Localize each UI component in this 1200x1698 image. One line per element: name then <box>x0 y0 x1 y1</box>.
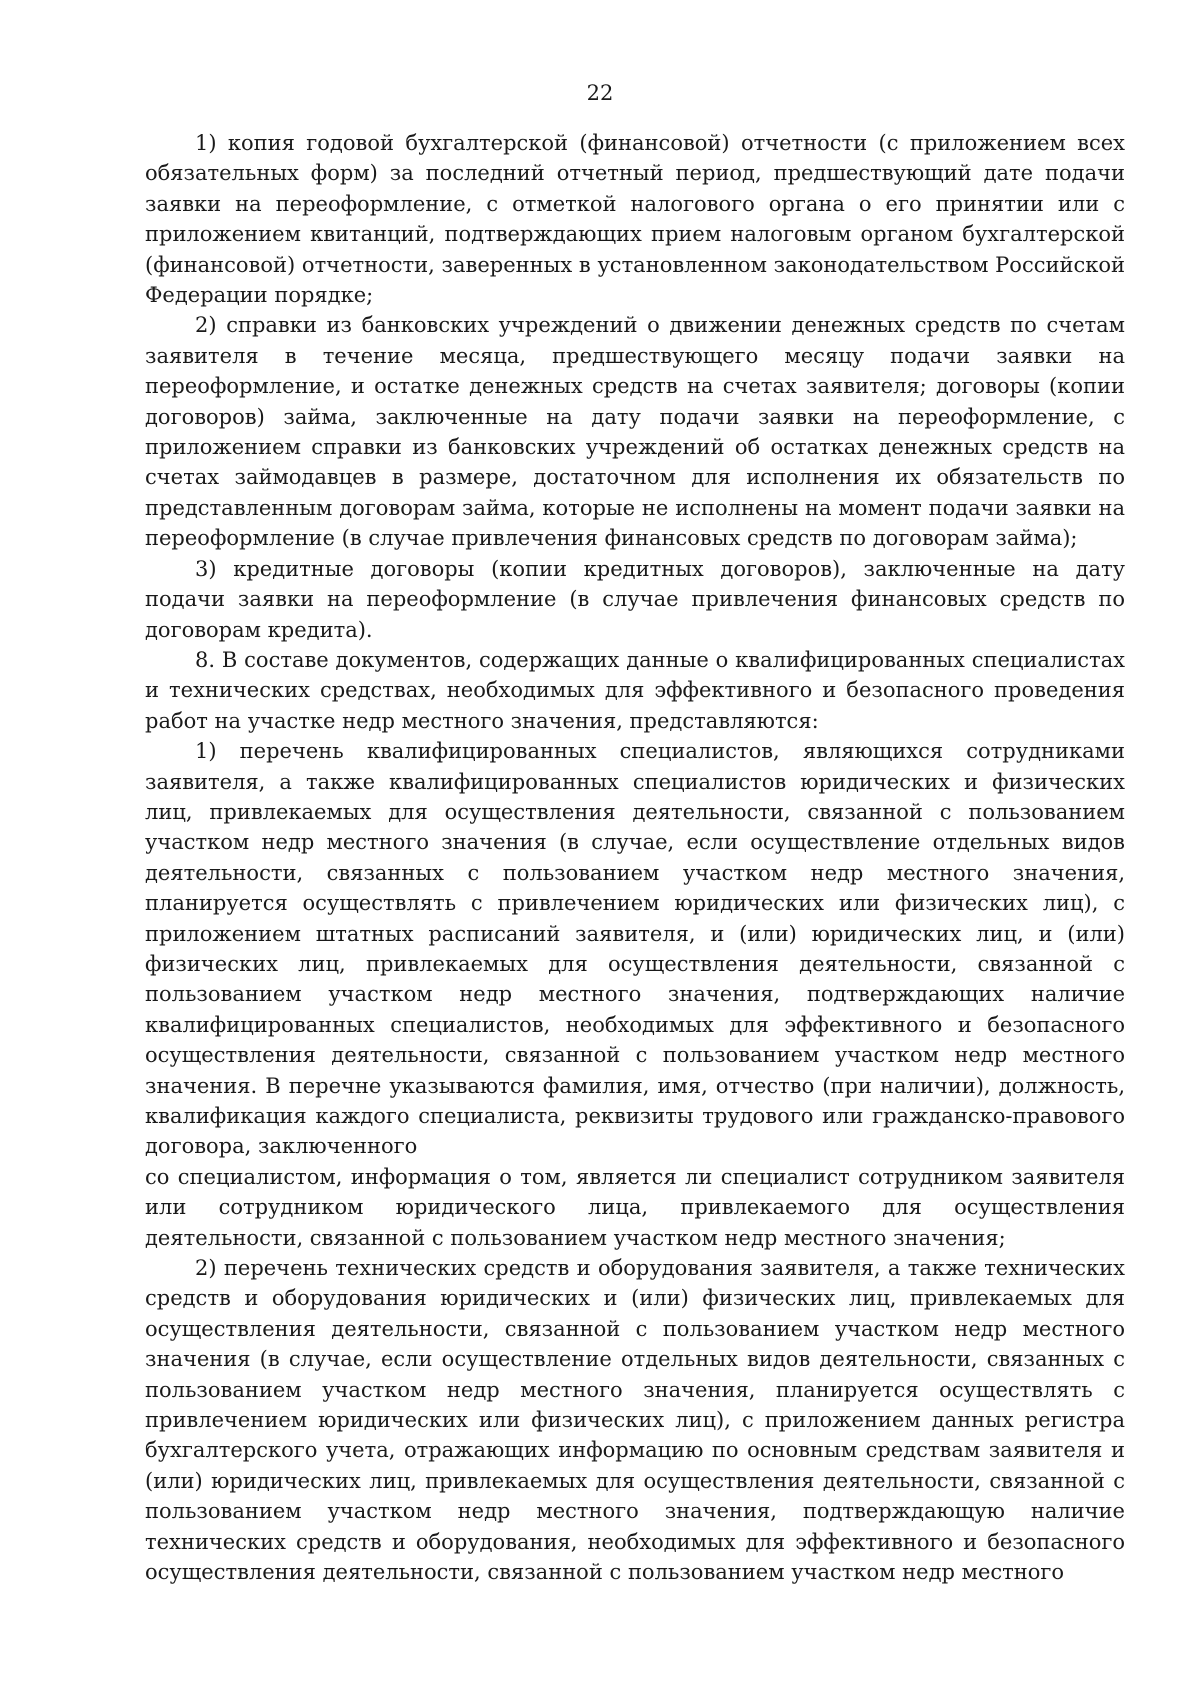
paragraph-section-8: 8. В составе документов, содержащих данные о квалифицированных специалистах и технических средствах, необходимых для эффективного и безопасного проведения работ на участке недр местного значения, представляются: <box>145 647 1125 733</box>
paragraph-equipment-list: 2) перечень технических средств и оборудования заявителя, а также технических средств и оборудования юридических и (или) физических лиц, привлекаемых для осуществления деятельности, связанной с пользованием участком недр местного значения (в случае, если осуществление отдельных видов деятельности, связанных с пользованием участком недр местного значения, планируется осуществлять с привлечением юридических или физических лиц), с приложением данных регистра бухгалтерского учета, отражающих информацию по основным средствам заявителя и (или) юридических лиц, привлекаемых для осуществления деятельности, связанной с пользованием участком недр местного значения, подтверждающую наличие технических средств и оборудования, необходимых для эффективного и безопасного осуществления деятельности, связанной с пользованием участком недр местного <box>145 1256 1125 1585</box>
paragraph-specialists-list: 1) перечень квалифицированных специалистов, являющихся сотрудниками заявителя, а также квалифицированных специалистов юридических и физических лиц, привлекаемых для осуществления деятельности, связанной с пользованием участком недр местного значения (в случае, если осуществление отдельных видов деятельности, связанных с пользованием участком недр местного значения, планируется осуществлять с привлечением юридических или физических лиц), с приложением штатных расписаний заявителя, и (или) юридических лиц, и (или) физических лиц, привлекаемых для осуществления деятельности, связанной с пользованием участком недр местного значения, подтверждающих наличие квалифицированных специалистов, необходимых для эффективного и безопасного осуществления деятельности, связанной с пользованием участком недр местного значения. В перечне указываются фамилия, имя, отчество (при наличии), должность, квалификация каждого специалиста, реквизиты трудового или гражданско-правового договора, заключенного <box>145 739 1125 1159</box>
paragraph-specialists-continued: со специалистом, информация о том, является ли специалист сотрудником заявителя или сотрудником юридического лица, привлекаемого для осуществления деятельности, связанной с пользованием участком недр местного значения; <box>145 1164 1125 1250</box>
document-body <box>145 128 1125 1588</box>
paragraph-item-1-annual-report: 1) копия годовой бухгалтерской (финансовой) отчетности (с приложением всех обязательных форм) за последний отчетный период, предшествующий дате подачи заявки на переоформление, с отметкой налогового органа о его принятии или с приложением квитанций, подтверждающих прием налоговым органом бухгалтерской (финансовой) отчетности, заверенных в установленном законодательством Российской Федерации порядке; <box>145 131 1125 308</box>
page-number: 22 <box>586 81 614 105</box>
paragraph-item-3-credit-agreements: 3) кредитные договоры (копии кредитных договоров), заключенные на дату подачи заявки на переоформление (в случае привлечения финансовых средств по договорам кредита). <box>145 556 1125 642</box>
paragraph-item-2-bank-statements: 2) справки из банковских учреждений о движении денежных средств по счетам заявителя в течение месяца, предшествующего месяцу подачи заявки на переоформление, и остатке денежных средств на счетах заявителя; договоры (копии договоров) займа, заключенные на дату подачи заявки на переоформление, с приложением справки из банковских учреждений об остатках денежных средств на счетах займодавцев в размере, достаточном для исполнения их обязательств по представленным договорам займа, которые не исполнены на момент подачи заявки на переоформление (в случае привлечения финансовых средств по договорам займа); <box>145 313 1125 551</box>
